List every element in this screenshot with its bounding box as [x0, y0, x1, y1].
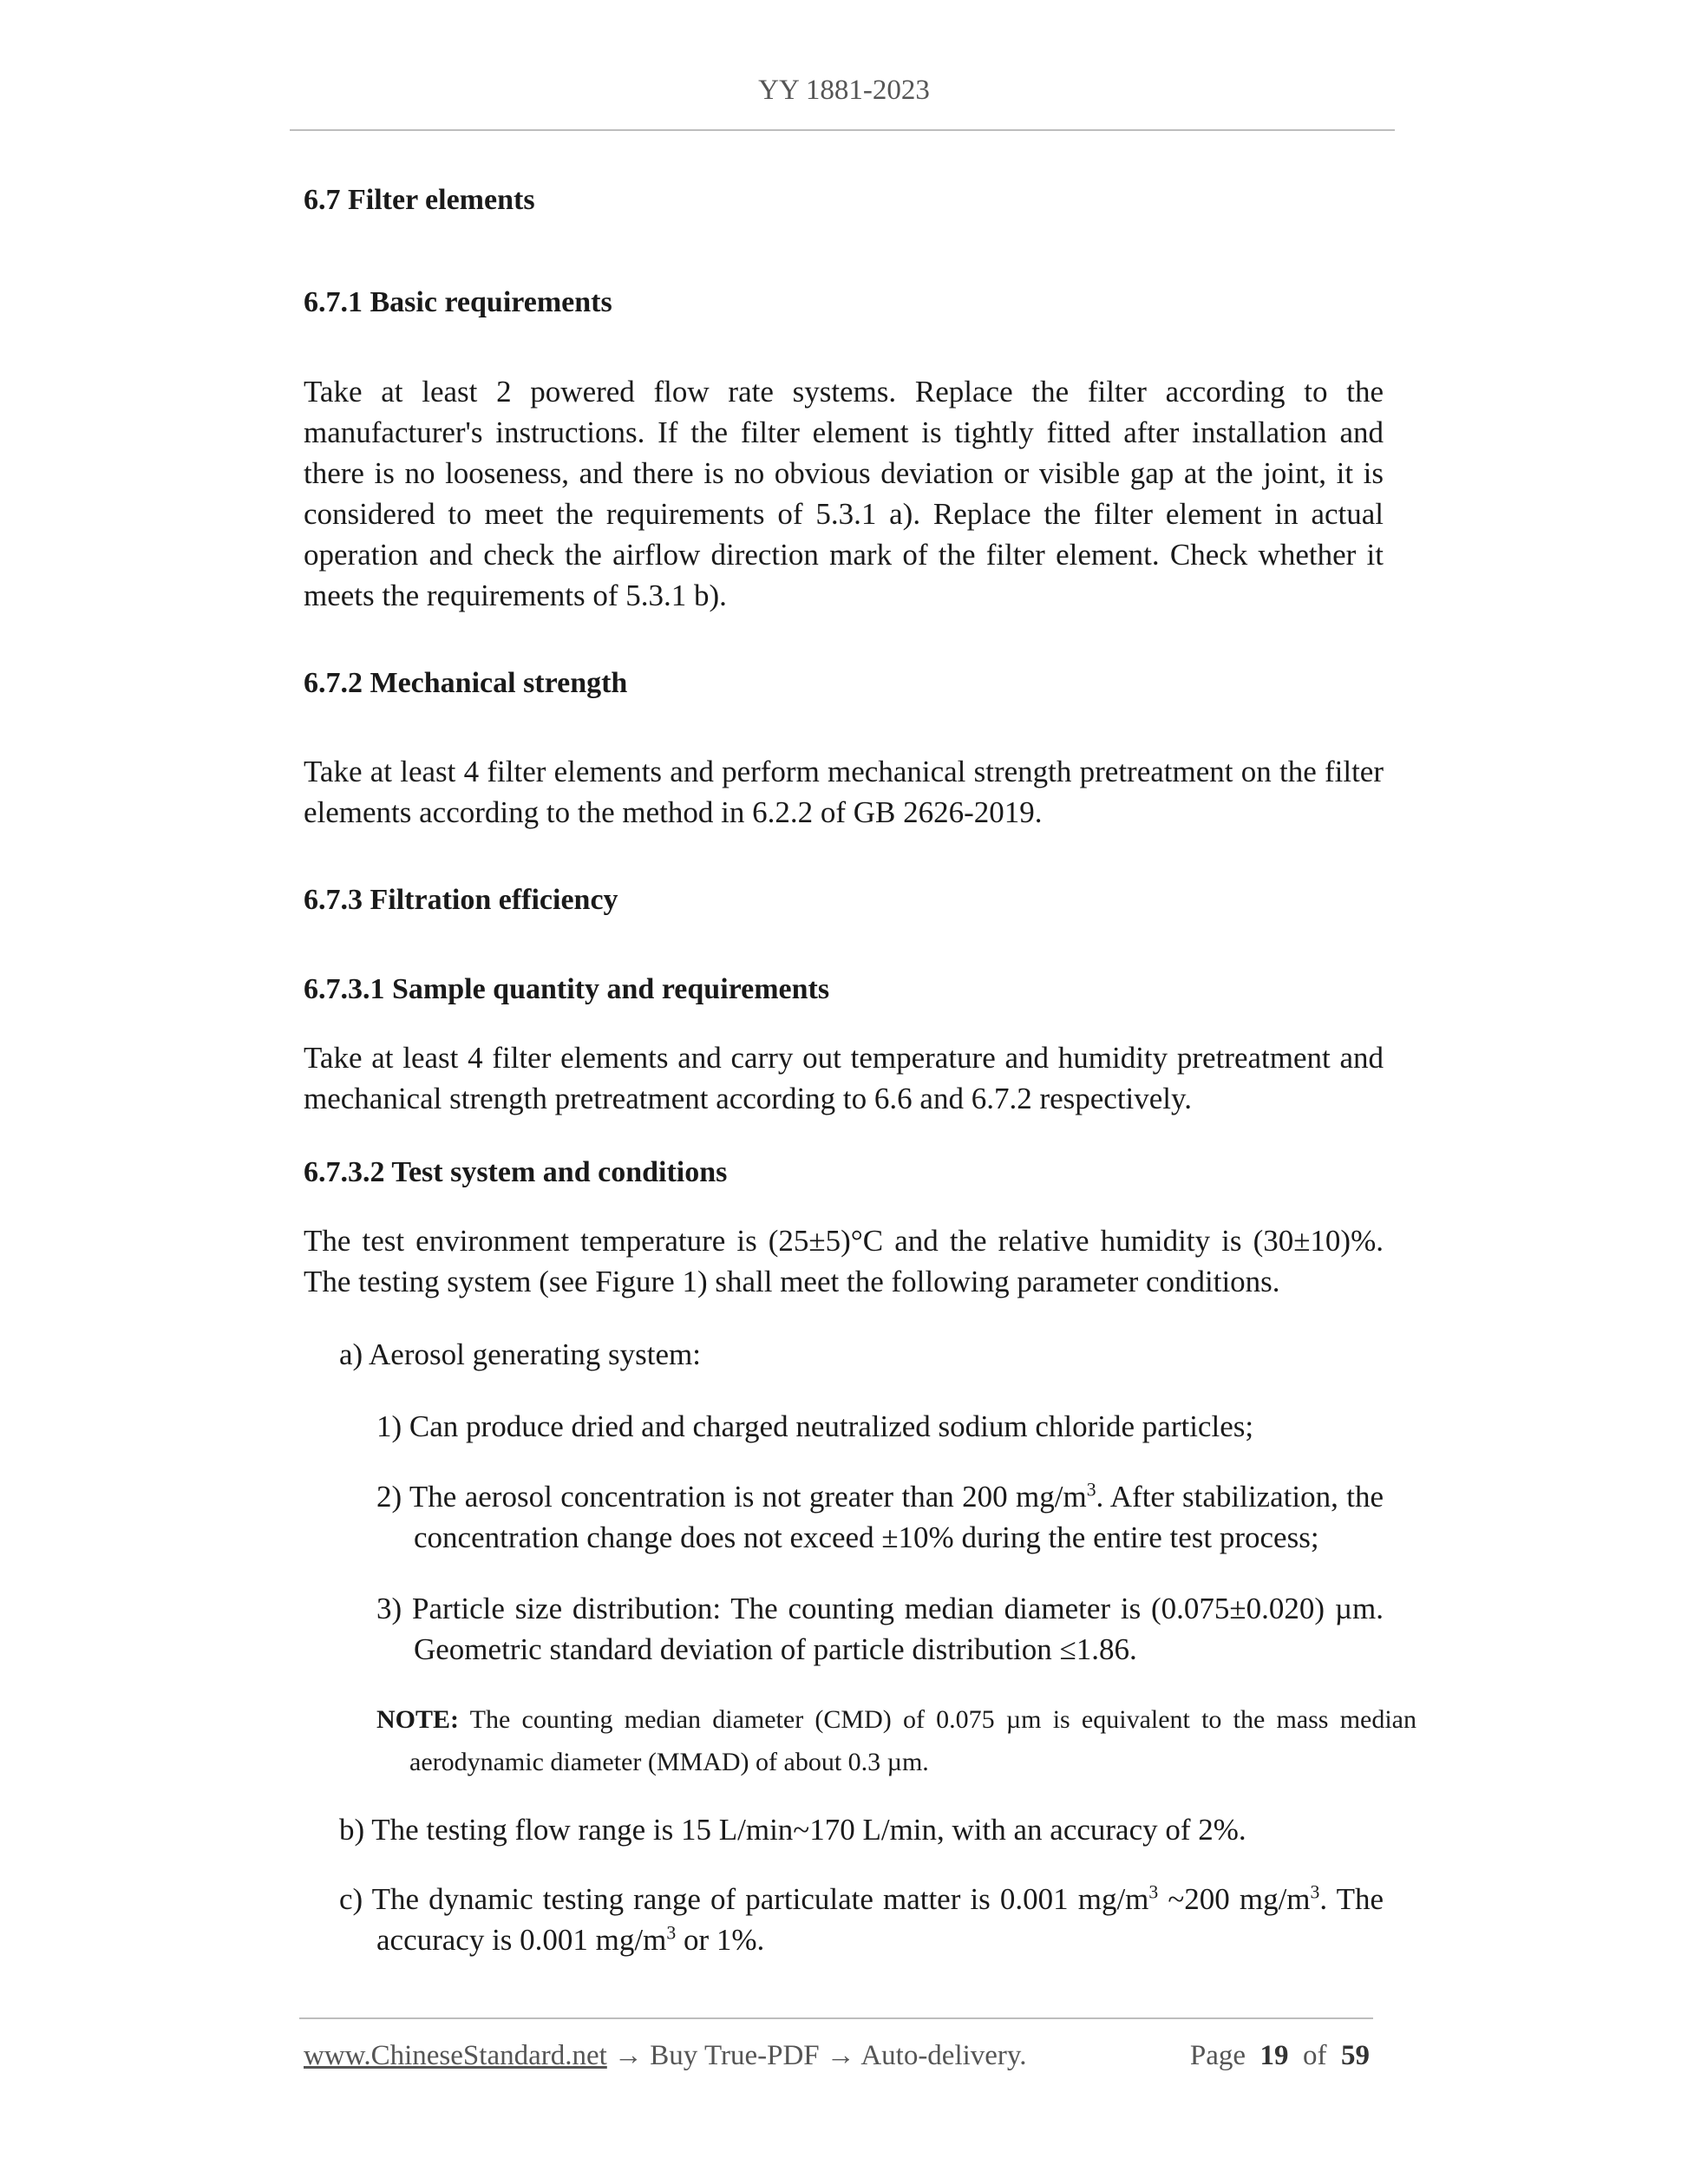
- heading-6-7-3-1: 6.7.3.1 Sample quantity and requirements: [304, 973, 830, 1005]
- arrow-icon-1: →: [606, 2040, 651, 2071]
- paragraph-6-7-3-2: The test environment temperature is (25±5)°C and the relative humidity is (30±10)%. The testing system (see Figure 1) shall meet the following parameter conditions.: [304, 1224, 1384, 1298]
- footer-divider: [299, 2017, 1373, 2019]
- auto-delivery-text: Auto-delivery.: [860, 2040, 1027, 2071]
- c-superscript-1: 3: [1148, 1881, 1159, 1903]
- list-item-b: b) The testing flow range is 15 L/min~170 L/min, with an accuracy of 2%.: [339, 1813, 1246, 1847]
- a2-superscript: 3: [1086, 1479, 1096, 1501]
- a2-text-cont: . After stabilization, the concentration change does not exceed ±10% during the entire test process;: [414, 1480, 1384, 1554]
- page-label: Page: [1189, 2040, 1246, 2071]
- c-text-mid: ~200 mg/m: [1158, 1882, 1311, 1916]
- heading-6-7-3-2: 6.7.3.2 Test system and conditions: [304, 1156, 728, 1188]
- list-item-a2: [376, 1476, 1384, 1558]
- page-number: [1190, 2040, 1370, 2072]
- footer-links: [304, 2040, 1027, 2072]
- site-link[interactable]: www.ChineseStandard.net: [304, 2040, 607, 2071]
- list-item-a1: 1) Can produce dried and charged neutralized sodium chloride particles;: [376, 1409, 1254, 1443]
- buy-true-pdf-text: Buy True-PDF: [650, 2040, 820, 2071]
- paragraph-6-7-3-1: Take at least 4 filter elements and carry out temperature and humidity pretreatment and mechanical strength pretreatment according to 6.6 and 6.7.2 respectively.: [304, 1041, 1384, 1115]
- list-item-c: [339, 1879, 1384, 1960]
- page-total: 59: [1341, 2040, 1370, 2071]
- list-item-a3: 3) Particle size distribution: The counting median diameter is (0.075±0.020) µm. Geometric standard deviation of particle distribution ≤1.86.: [376, 1592, 1384, 1666]
- page-current: 19: [1259, 2040, 1289, 2071]
- arrow-icon-2: →: [819, 2040, 861, 2071]
- heading-6-7-3: 6.7.3 Filtration efficiency: [304, 884, 618, 916]
- note-text: The counting median diameter (CMD) of 0.075 µm is equivalent to the mass median aerodynamic diameter (MMAD) of about 0.3 µm.: [409, 1705, 1416, 1776]
- c-text-mid2: . The accuracy is 0.001 mg/m: [376, 1882, 1384, 1957]
- c-text: c) The dynamic testing range of particulate matter is 0.001 mg/m: [339, 1882, 1149, 1916]
- heading-6-7-2: 6.7.2 Mechanical strength: [304, 667, 628, 699]
- paragraph-6-7-2: Take at least 4 filter elements and perform mechanical strength pretreatment on the filter elements according to the method in 6.2.2 of GB 2626-2019.: [304, 755, 1384, 829]
- paragraph-6-7-1: Take at least 2 powered flow rate systems. Replace the filter according to the manufacturer's instructions. If the filter element is tightly fitted after installation and there is no looseness, and there is no obvious deviation or visible gap at the joint, it is considered to meet the requirements of 5.3.1 a). Replace the filter element in actual operation and check the airflow direction mark of the filter element. Check whether it meets the requirements of 5.3.1 b).: [304, 375, 1384, 612]
- c-superscript-2: 3: [1310, 1881, 1320, 1903]
- page-header-doc-id: YY 1881-2023: [758, 75, 930, 106]
- heading-6-7-1: 6.7.1 Basic requirements: [304, 286, 612, 318]
- note-label: NOTE:: [376, 1705, 460, 1734]
- a2-text: 2) The aerosol concentration is not greater than 200 mg/m: [376, 1480, 1087, 1514]
- of-label: of: [1303, 2040, 1327, 2071]
- note: [376, 1698, 1416, 1783]
- list-item-a: a) Aerosol generating system:: [339, 1337, 701, 1371]
- header-divider: [290, 129, 1395, 131]
- heading-6-7: 6.7 Filter elements: [304, 184, 535, 216]
- c-superscript-3: 3: [666, 1922, 677, 1944]
- c-text-end: or 1%.: [676, 1923, 765, 1957]
